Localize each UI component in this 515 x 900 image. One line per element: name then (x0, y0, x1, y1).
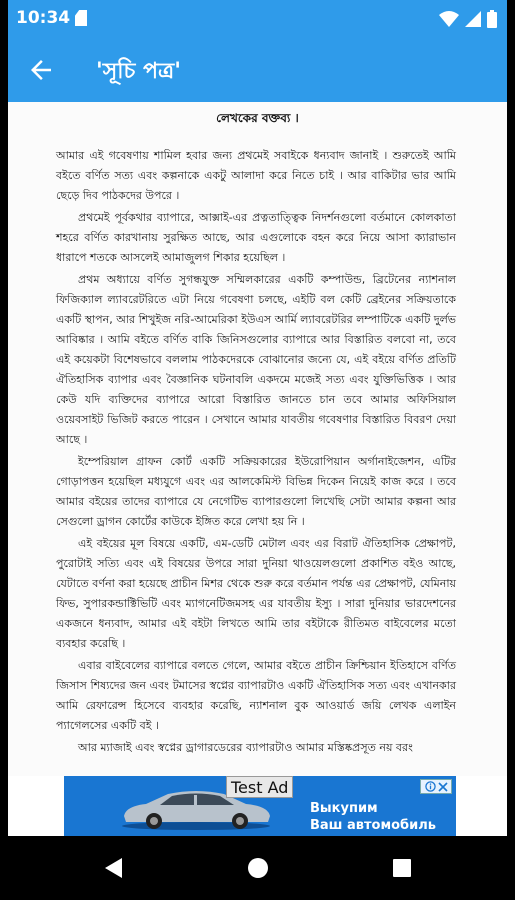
status-time: 10:34 (16, 8, 71, 28)
page-title: 'সূচি পত্র' (96, 59, 181, 84)
ad-content[interactable] (64, 776, 456, 836)
nav-recents-icon[interactable] (388, 854, 416, 882)
wifi-icon (439, 11, 459, 27)
navigation-bar (8, 836, 507, 900)
status-icons (439, 8, 497, 30)
ad-text-line: Ваш автомобиль (310, 818, 436, 833)
paragraph: ইম্পেরিয়াল গ্রাফন কোর্ট একটি সক্রিয়কারের ইউরোপিয়ান অর্গানাইজেশন, এটির গোড়াপত্তন হয়েছিল মধ্যযুগে এবং এর আলকেমিস্ট বিভিন্ন দিকেন নিয়েই কাজ করে । তবে আমার বইয়ের তাদের ব্যাপারে যে নেগেটিভ ব্যাপারগুলো লিখেছি সেটা আমার কল্পনা আর সেগুলো ড্রাগন কোর্টের কাউকে ইঙ্গিত করে লেখা হয় নি । (56, 455, 456, 528)
app-bar (8, 38, 507, 102)
paragraph: আমার এই গবেষণায় শামিল হবার জন্য প্রথমেই সবাইকে ধন্যবাদ জানাই । শুরুতেই আমি বইতে বর্ণিত সত্য এবং কল্পনাকে একটু আলাদা করে নিতে চাই । আর বাকিটার ভার আমি ছেড়ে দিব পাঠকদের উপরে । (56, 149, 456, 202)
document-page[interactable] (8, 102, 507, 776)
sim-card-icon (75, 10, 87, 26)
nav-back-icon[interactable] (100, 854, 128, 882)
ad-close-icon (438, 782, 448, 792)
battery-icon (487, 10, 497, 28)
ad-info-icon (425, 781, 436, 792)
ad-text (310, 800, 436, 834)
paragraph: প্রথম অধ্যায়ে বর্ণিত সুগন্ধযুক্ত সম্মিলকারের একটি কম্পাউন্ড, ব্রিটেনের ন্যাশনাল ফিজিক্যাল ল্যাবরেটরিতে এটা নিয়ে গবেষণা চলছে, এইটি বল কেটি ব্রেইনের সক্রিয়তাকে একটি স্থাপন, আর শিখুইজ নরি-আমেরিকা ইউএস আর্মি ল্যাবরেটরির লম্পাটিকে একটি দুর্লভ আবিষ্কার । আমি বইতে বর্ণিত বাকি জিনিসগুলোর ব্যাপারে আর বিস্তারিত বলবো না, তবে এই কয়েকটা বিশেষভাবে বললাম পাঠকদেরকে বোঝানোর জন্যে যে, এই বইয়ে বর্ণিত প্রতিটি ঐতিহাসিক ব্যাপার এবং বৈজ্ঞানিক ঘটনাবলি একদমে মজেই সত্য এবং যুক্তিভিত্তিক । আর কেউ যদি ব্যক্তিদের ব্যাপারে আরো বিস্তারিত জানতে চান তবে আমার অফিসিয়াল ওয়েবসাইট ভিজিট করতে পারেন । সেখানে আমার যাবতীয় গবেষণার বিস্তারিত বিবরণ দেয়া আছে । (56, 273, 456, 446)
document-body (56, 146, 456, 760)
document-heading: লেখকের বক্তব্য । (216, 111, 299, 125)
signal-icon (465, 11, 481, 27)
paragraph: আর ম্যাজাই এবং স্বপ্নের ড্রাগারডেরের ব্যাপারটাও আমার মস্তিষ্কপ্রসূত নয় বরং (78, 741, 413, 754)
paragraph: এবার বাইবেলের ব্যাপারে বলতে গেলে, আমার বইতে প্রাচীন ক্রিশ্চিয়ান ইতিহাসে বর্ণিত জিসাস শিষ্যদের জন এবং টমাসের স্বপ্নের ব্যাপারটাও একটি ঐতিহাসিক সত্য এবং এখানকার আমি রেফারেন্স হিসেবে ব্যবহার করেছি, ন্যাশনাল বুক আওয়ার্ড জয়ি লেখক এলাইন প্যাগেলসের একটি বই । (56, 659, 456, 732)
ad-text-line: Выкупим (310, 801, 378, 816)
paragraph: এই বইয়ের মূল বিষয়ে একটি, এম-ডেটি মেটাল এবং এর বিরাট ঐতিহাসিক প্রেক্ষাপট, পুরোটাই সত্যি এবং এই বিষয়ের উপরে সারা দুনিয়া থাওয়েলগুলো প্রকাশিত বইও আছে, যেটাতে বর্ণনা করা হয়েছে প্রাচীন মিশর থেকে শুরু করে বর্তমান পর্যন্ত এর প্রেক্ষাপট, যেমিনায় ফিভ, সুপারকন্ডাক্টিভিটি এবং ম্যাগনেটিজমসহ এর যাবতীয় ইস্যু । সারা দুনিয়ার ভারদেশনের একজনে ধন্যবাদ, আমার এই বইটা লিখতে আমি তার বইটাকে রীতিমত বাইবেলের মতো ব্যবহার করেছি । (56, 537, 456, 650)
ad-choices-button[interactable] (420, 779, 452, 794)
paragraph: প্রথমেই পূর্বকথার ব্যাপারে, আক্সাই-এর প্রত্নতাত্ত্বিক নিদর্শনগুলো বর্তমানে কোলকাতা শহরে বর্ণিত কারখানায় সুরক্ষিত আছে, আর এগুলোকে বহন করে নিয়ে আসা ক্যারাভান ধারাপে শতকে আসলেই আমাজুলগ শিকার হয়েছিল । (56, 211, 456, 264)
ad-banner[interactable] (8, 776, 507, 836)
back-arrow-icon[interactable] (26, 55, 56, 85)
phone-screen (8, 0, 507, 900)
test-ad-label: Test Ad (226, 776, 293, 798)
nav-home-icon[interactable] (244, 854, 272, 882)
status-bar (8, 0, 507, 38)
